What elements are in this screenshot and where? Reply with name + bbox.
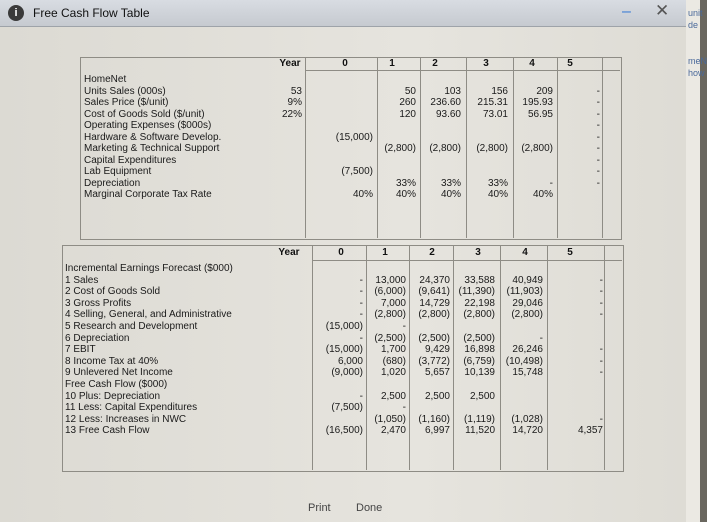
- table-cell: -: [596, 97, 600, 108]
- table-cell: -: [359, 332, 363, 344]
- table-cell: -: [599, 367, 603, 379]
- table-cell: -: [359, 309, 363, 321]
- table-cell: (2,500): [374, 332, 406, 344]
- table-cell: 9,429: [424, 344, 450, 356]
- background-text: how: [688, 68, 705, 78]
- table-cell: 16,898: [464, 344, 495, 356]
- window-title: Free Cash Flow Table: [33, 6, 150, 20]
- column-header: 4: [529, 58, 535, 69]
- table-cell: (7,500): [341, 166, 373, 177]
- table-cell: 13,000: [375, 274, 406, 286]
- row-label: Incremental Earnings Forecast ($000): [65, 263, 233, 274]
- table-cell: (1,160): [418, 413, 450, 425]
- table-cell: -: [549, 177, 553, 189]
- row-label: 8 Income Tax at 40%: [65, 355, 159, 367]
- table-cell: (11,390): [458, 286, 495, 298]
- row-label: Hardware & Software Develop.: [84, 131, 222, 143]
- table-cell: (2,800): [429, 143, 461, 154]
- row-label: 9 Unlevered Net Income: [65, 367, 173, 379]
- table-cell: 6,997: [424, 425, 450, 437]
- table-cell: (3,772): [418, 355, 450, 367]
- table-cell: -: [599, 355, 603, 367]
- table-cell: 11,520: [465, 425, 495, 437]
- year-header: Year: [279, 58, 301, 69]
- table-cell: 215.31: [477, 97, 508, 108]
- year-header: Year: [278, 247, 300, 258]
- background-text: meN: [688, 56, 707, 66]
- table-cell: (1,050): [374, 413, 406, 425]
- minimize-button[interactable]: –: [622, 3, 631, 20]
- table-cell: 195.93: [522, 97, 553, 108]
- table-cell: -: [599, 286, 603, 298]
- row-label: 3 Gross Profits: [65, 297, 132, 309]
- background-page-strip: [686, 0, 707, 522]
- row-label: 12 Less: Increases in NWC: [65, 413, 187, 425]
- column-divider: [602, 57, 603, 238]
- row-label: Sales Price ($/unit): [84, 97, 169, 108]
- row-label: Operating Expenses ($000s): [84, 120, 212, 131]
- table-cell: 73.01: [482, 108, 508, 120]
- table-cell: -: [359, 297, 363, 309]
- table-cell: (9,000): [331, 367, 363, 379]
- table-cell: (15,000): [335, 131, 373, 143]
- table-cell: 40,949: [512, 274, 543, 286]
- table-cell: 14,720: [512, 425, 543, 437]
- table-cell: 56.95: [527, 108, 553, 120]
- table-cell: 9%: [287, 97, 302, 108]
- row-label: 11 Less: Capital Expenditures: [65, 402, 198, 414]
- row-label: 5 Research and Development: [65, 321, 198, 332]
- table-cell: (1,119): [464, 413, 495, 425]
- row-label: Depreciation: [84, 177, 141, 189]
- row-label: 4 Selling, General, and Administrative: [65, 309, 232, 321]
- column-header: 5: [567, 58, 573, 69]
- row-label: Free Cash Flow ($000): [65, 379, 168, 390]
- row-label: Marketing & Technical Support: [84, 143, 220, 154]
- row-label: 10 Plus: Depreciation: [65, 390, 161, 402]
- table-cell: -: [596, 120, 600, 131]
- table-cell: 7,000: [380, 297, 406, 309]
- table-cell: -: [596, 85, 600, 97]
- table-cell: -: [596, 177, 600, 189]
- table-cell: 33%: [395, 177, 416, 189]
- table-cell: -: [596, 166, 600, 177]
- column-header: 4: [522, 247, 528, 258]
- table-cell: (2,800): [476, 143, 508, 154]
- table-cell: 40%: [440, 189, 461, 200]
- info-icon[interactable]: i: [8, 5, 24, 21]
- table-cell: 5,657: [424, 367, 450, 379]
- table-cell: 29,046: [512, 297, 543, 309]
- row-label: HomeNet: [84, 74, 127, 85]
- table-cell: 6,000: [337, 355, 363, 367]
- table-cell: (9,641): [418, 286, 450, 298]
- table-cell: 2,500: [424, 390, 450, 402]
- table-cell: 4,357: [577, 425, 603, 437]
- column-header: 1: [382, 247, 388, 258]
- table-cell: 33,588: [464, 274, 495, 286]
- table-cell: (2,800): [511, 309, 543, 321]
- column-divider: [305, 57, 306, 238]
- column-header: 0: [342, 58, 348, 69]
- table-cell: 2,470: [380, 425, 406, 437]
- column-header: 3: [475, 247, 481, 258]
- table-cell: 103: [444, 85, 461, 97]
- table-cell: 93.60: [435, 108, 461, 120]
- table-cell: 50: [404, 85, 416, 97]
- table-cell: (6,000): [374, 286, 406, 298]
- column-header: 2: [432, 58, 438, 69]
- table-cell: -: [359, 390, 363, 402]
- table-cell: -: [599, 297, 603, 309]
- table-cell: -: [599, 344, 603, 356]
- row-label: Cost of Goods Sold ($/unit): [84, 108, 205, 120]
- row-label: Marginal Corporate Tax Rate: [84, 189, 212, 200]
- table-cell: 22,198: [464, 297, 495, 309]
- done-button[interactable]: Done: [356, 502, 383, 514]
- table-cell: -: [596, 108, 600, 120]
- row-label: Capital Expenditures: [84, 154, 177, 166]
- table-cell: (15,000): [325, 321, 363, 332]
- table-cell: -: [599, 274, 603, 286]
- table-cell: (2,500): [463, 332, 495, 344]
- table-cell: 10,139: [464, 367, 495, 379]
- row-label: 1 Sales: [65, 274, 99, 286]
- column-divider: [604, 245, 605, 470]
- table-cell: -: [359, 286, 363, 298]
- table-cell: 120: [399, 108, 416, 120]
- title-bar: [0, 0, 686, 27]
- table-cell: 22%: [281, 108, 302, 120]
- table-cell: -: [596, 154, 600, 166]
- table-cell: (680): [382, 355, 406, 367]
- table-cell: 40%: [532, 189, 553, 200]
- table-cell: 209: [536, 85, 553, 97]
- table-cell: (1,028): [511, 413, 543, 425]
- table-cell: (16,500): [325, 425, 363, 437]
- table-cell: 40%: [395, 189, 416, 200]
- table-cell: 33%: [487, 177, 508, 189]
- row-label: 13 Free Cash Flow: [65, 425, 150, 437]
- table-cell: 260: [399, 97, 416, 108]
- column-header: 5: [567, 247, 573, 258]
- table-cell: (7,500): [331, 402, 363, 414]
- table-cell: 33%: [440, 177, 461, 189]
- table-cell: -: [599, 413, 603, 425]
- table-cell: (2,800): [521, 143, 553, 154]
- table-cell: (2,800): [374, 309, 406, 321]
- row-label: Units Sales (000s): [84, 85, 166, 97]
- table-cell: 2,500: [469, 390, 495, 402]
- table-cell: (10,498): [505, 355, 543, 367]
- row-label: Lab Equipment: [84, 166, 152, 177]
- table-cell: 14,729: [419, 297, 450, 309]
- table-cell: (2,800): [384, 143, 416, 154]
- table-cell: 53: [290, 85, 302, 97]
- row-label: 7 EBIT: [65, 344, 96, 356]
- table-cell: -: [402, 402, 406, 414]
- table-cell: 2,500: [380, 390, 406, 402]
- table-cell: 15,748: [512, 367, 543, 379]
- table-cell: 40%: [487, 189, 508, 200]
- table-cell: (11,903): [506, 286, 543, 298]
- table-cell: 26,246: [512, 344, 543, 356]
- column-header: 0: [338, 247, 344, 258]
- table-cell: 40%: [352, 189, 373, 200]
- background-text: unit: [688, 8, 703, 18]
- table-cell: -: [596, 131, 600, 143]
- header-divider: [305, 70, 620, 71]
- row-label: 6 Depreciation: [65, 332, 130, 344]
- background-text: de: [688, 20, 699, 30]
- table-cell: (2,500): [418, 332, 450, 344]
- table-cell: -: [596, 143, 600, 154]
- table-cell: (15,000): [325, 344, 363, 356]
- table-cell: (6,759): [463, 355, 495, 367]
- free-cash-flow-sheet: [0, 27, 686, 522]
- table-cell: -: [599, 309, 603, 321]
- table-cell: -: [402, 321, 406, 332]
- column-header: 1: [389, 58, 395, 69]
- column-header: 3: [483, 58, 489, 69]
- table-cell: 24,370: [419, 274, 450, 286]
- table-cell: 236.60: [430, 97, 461, 108]
- row-label: 2 Cost of Goods Sold: [65, 286, 161, 298]
- table-cell: -: [539, 332, 543, 344]
- table-cell: 156: [491, 85, 508, 97]
- table-cell: 1,020: [380, 367, 406, 379]
- close-button[interactable]: ✕: [655, 1, 670, 20]
- print-button[interactable]: Print: [308, 502, 331, 514]
- table-cell: 1,700: [380, 344, 406, 356]
- table-cell: (2,800): [418, 309, 450, 321]
- column-header: 2: [429, 247, 435, 258]
- table-cell: -: [359, 274, 363, 286]
- header-divider: [312, 260, 622, 261]
- table-cell: (2,800): [463, 309, 495, 321]
